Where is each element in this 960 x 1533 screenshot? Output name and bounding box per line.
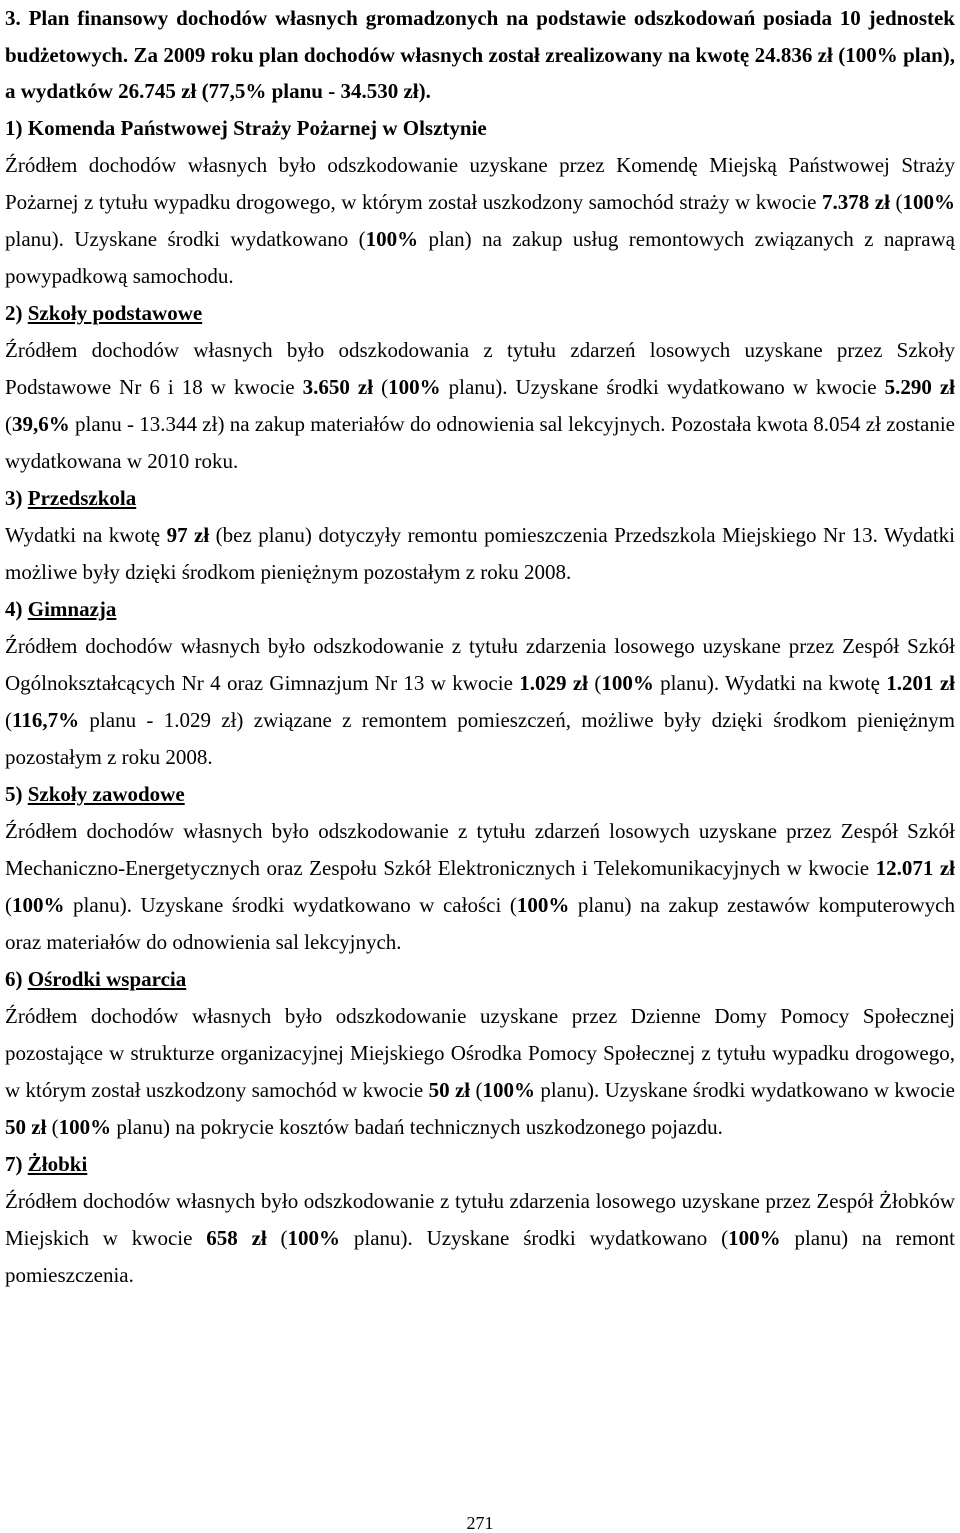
section-title: Szkoły zawodowe [27,781,185,806]
section-heading [5,776,955,813]
section-body [5,998,955,1146]
emphasized-value: 3.650 zł [302,374,374,399]
emphasized-value: 100% [902,189,956,214]
body-text: (bez planu) dotyczyły remontu pomieszczenia Przedszkola Miejskiego Nr 13. Wydatki możliwe były dzięki środkom pieniężnym pozostałym z roku 2008. [5,522,955,584]
section-3 [5,480,955,591]
body-text: Źródłem dochodów własnych było odszkodowanie z tytułu zdarzenia losowego uzyskane przez Zespół Żłobków Miejskich w kwocie [5,1188,955,1250]
section-heading [5,961,955,998]
section-body [5,147,955,295]
emphasized-value: 7.378 zł [821,189,890,214]
emphasized-value: 100% [12,892,65,917]
section-7 [5,1146,955,1294]
emphasized-value: 100% [728,1225,781,1250]
emphasized-value: 100% [58,1114,112,1139]
body-text: ( [588,670,602,695]
body-text: planu) na zakup zestawów komputerowych oraz materiałów do odnowienia sal lekcyjnych. [5,892,955,954]
body-text: ( [373,374,389,399]
section-heading [5,1146,955,1183]
emphasized-value: 50 zł [5,1114,47,1139]
section-4 [5,591,955,776]
section-body [5,332,955,480]
emphasized-value: 100% [601,670,654,695]
section-title: Komenda Państwowej Straży Pożarnej w Olsztynie [27,115,487,140]
body-text: planu - 1.029 zł) związane z remontem pomieszczeń, możliwe były dzięki środkom pieniężnym pozostałym z roku 2008. [5,707,955,769]
body-text: planu - 13.344 zł) na zakup materiałów do odnowienia sal lekcyjnych. Pozostała kwota 8.054 zł zostanie wydatkowana w 2010 roku. [5,411,955,473]
section-5 [5,776,955,961]
emphasized-value: 39,6% [12,411,70,436]
body-text: ( [46,1114,59,1139]
section-title: Gimnazja [27,596,117,621]
body-text: ( [889,189,903,214]
body-text: planu) na pokrycie kosztów badań technicznych uszkodzonego pojazdu. [111,1114,723,1139]
section-number: 2) [5,300,23,325]
body-text: planu). Uzyskane środki wydatkowano ( [5,226,366,251]
section-number: 1) [5,115,23,140]
body-text: planu). Wydatki na kwotę [653,670,887,695]
emphasized-value: 116,7% [12,707,80,732]
section-body [5,628,955,776]
section-heading [5,110,955,147]
section-body [5,517,955,591]
section-1 [5,110,955,295]
section-heading [5,295,955,332]
body-text: planu). Uzyskane środki wydatkowano ( [340,1225,729,1250]
body-text: planu). Uzyskane środki wydatkowano w całości ( [64,892,517,917]
section-number: 5) [5,781,23,806]
emphasized-value: 100% [388,374,441,399]
body-text: ( [5,892,12,917]
body-text: Źródłem dochodów własnych było odszkodowania z tytułu zdarzeń losowych uzyskane przez Szkoły Podstawowe Nr 6 i 18 w kwocie [5,337,955,399]
emphasized-value: 1.201 zł [886,670,956,695]
section-number: 3) [5,485,23,510]
emphasized-value: 100% [287,1225,341,1250]
section-heading [5,480,955,517]
emphasized-value: 12.071 zł [875,855,955,880]
emphasized-value: 100% [365,226,419,251]
body-text: ( [266,1225,288,1250]
body-text: Wydatki na kwotę [5,522,167,547]
section-body [5,1183,955,1294]
emphasized-value: 50 zł [428,1077,471,1102]
section-2 [5,295,955,480]
body-text: Źródłem dochodów własnych było odszkodowanie uzyskane przez Komendę Miejską Państwowej Straży Pożarnej z tytułu wypadku drogowego, w którym został uszkodzony samochód straży w kwocie [5,152,955,214]
section-number: 7) [5,1151,23,1176]
intro-paragraph: 3. Plan finansowy dochodów własnych gromadzonych na podstawie odszkodowań posiada 10 jednostek budżetowych. Za 2009 roku plan dochodów własnych został zrealizowany na kwotę 24.836 zł (100% plan), a wydatków 26.745 zł (77,5% planu - 34.530 zł). [5,6,955,103]
body-text: ( [5,411,12,436]
page-number: 271 [466,1513,494,1533]
emphasized-value: 100% [482,1077,536,1102]
body-text: ( [5,707,12,732]
section-title: Szkoły podstawowe [27,300,203,325]
section-title: Żłobki [27,1151,88,1176]
section-heading [5,591,955,628]
body-text: planu). Uzyskane środki wydatkowano w kwocie [535,1077,955,1102]
emphasized-value: 658 zł [206,1225,267,1250]
section-title: Ośrodki wsparcia [27,966,187,991]
body-text: planu). Uzyskane środki wydatkowano w kwocie [440,374,885,399]
body-text: ( [470,1077,483,1102]
section-body [5,813,955,961]
emphasized-value: 1.029 zł [519,670,588,695]
body-text: Źródłem dochodów własnych było odszkodowanie z tytułu zdarzeń losowych uzyskane przez Zespół Szkół Mechaniczno-Energetycznych oraz Zespołu Szkół Elektronicznych i Telekomunikacyjnych w kwocie [5,818,955,880]
body-text: planu) na remont pomieszczenia. [5,1225,956,1287]
document-page [5,0,955,1294]
emphasized-value: 5.290 zł [884,374,956,399]
emphasized-value: 100% [516,892,570,917]
body-text: Źródłem dochodów własnych było odszkodowanie uzyskane przez Dzienne Domy Pomocy Społecznej pozostające w strukturze organizacyjnej Miejskiego Ośrodka Pomocy Społecznej z tytułu wypadku drogowego, w którym został uszkodzony samochód w kwocie [5,1003,955,1102]
body-text: Źródłem dochodów własnych było odszkodowanie z tytułu zdarzenia losowego uzyskane przez Zespół Szkół Ogólnokształcących Nr 4 oraz Gimnazjum Nr 13 w kwocie [5,633,955,695]
section-6 [5,961,955,1146]
section-number: 6) [5,966,23,991]
body-text: plan) na zakup usług remontowych związanych z naprawą powypadkową samochodu. [5,226,955,288]
section-title: Przedszkola [27,485,137,510]
section-number: 4) [5,596,23,621]
emphasized-value: 97 zł [166,522,210,547]
sections-container [5,110,955,1294]
